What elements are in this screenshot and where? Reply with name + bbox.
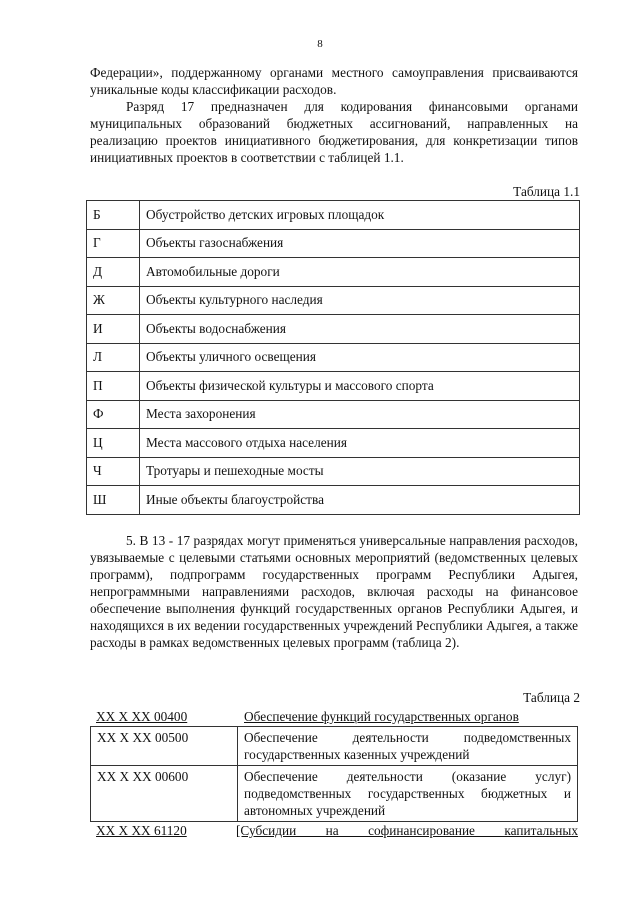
table-2 — [90, 708, 578, 840]
table-row — [90, 708, 578, 726]
page-number: 8 — [317, 38, 323, 50]
table-row — [87, 372, 580, 401]
table-cell-desc: Объекты водоснабжения — [140, 315, 580, 344]
table-cell-code: Ж — [87, 286, 140, 315]
table-cell-code: П — [87, 372, 140, 401]
table-cell-desc: Автомобильные дороги — [140, 258, 580, 287]
table-cell-code: XX X XX 61120 — [96, 823, 187, 838]
table-cell-code: Ш — [87, 486, 140, 515]
table-row — [87, 429, 580, 458]
table-cell-code: XX X XX 00400 — [96, 709, 188, 724]
paragraph-intro-1: Федерации», поддержанному органами местного самоуправления присваиваются уникальные коды классификации расходов. — [90, 65, 578, 97]
table-row — [87, 201, 580, 230]
table-row — [87, 486, 580, 515]
table-row — [87, 400, 580, 429]
table-cell-code: XX X XX 00600 — [91, 766, 238, 822]
table-row — [87, 258, 580, 287]
paragraph-section-5: 5. В 13 - 17 разрядах могут применяться универсальные направления расходов, увязываемые с целевыми статьями основных мероприятий (ведомственных целевых программ), подпрограмм государственных программ Республики Адыгея, непрограммными направлениями расходов, включая расходы на финансовое обеспечение выполнения функций государственных органов Республики Адыгея, и находящихся в их ведении государственных учреждений Республики Адыгея, а также расходы в рамках ведомственных целевых программ (таблица 2). — [90, 533, 578, 650]
table-cell-code: Б — [87, 201, 140, 230]
table-row — [87, 343, 580, 372]
table-cell-desc: Объекты культурного наследия — [140, 286, 580, 315]
table-row — [91, 766, 578, 822]
table-row — [87, 286, 580, 315]
table-cell-code: Ц — [87, 429, 140, 458]
table-cell-code: Л — [87, 343, 140, 372]
table-cell-desc: Иные объекты благоустройства — [140, 486, 580, 515]
table-cell-desc: [Субсидии на софинансирование капитальных — [236, 823, 578, 838]
table-row — [90, 822, 578, 840]
table-cell-desc: Места массового отдыха населения — [140, 429, 580, 458]
table-cell-code: Ч — [87, 457, 140, 486]
table-cell-desc: Места захоронения — [140, 400, 580, 429]
table-cell-code: Д — [87, 258, 140, 287]
table-1-1 — [86, 200, 580, 515]
table-row — [87, 315, 580, 344]
table-cell-desc: Объекты уличного освещения — [140, 343, 580, 372]
table-cell-desc: Тротуары и пешеходные мосты — [140, 457, 580, 486]
table-cell-code: XX X XX 00500 — [91, 727, 238, 766]
table-row — [91, 727, 578, 766]
table-cell-code: И — [87, 315, 140, 344]
table-cell-desc: Обеспечение деятельности подведомственных государственных казенных учреждений — [238, 727, 578, 766]
table-cell-code: Г — [87, 229, 140, 258]
table-cell-desc: Обеспечение функций государственных органов — [244, 709, 519, 724]
table-row — [87, 229, 580, 258]
table-2-body — [90, 726, 578, 822]
table-cell-code: Ф — [87, 400, 140, 429]
table-cell-desc: Обеспечение деятельности (оказание услуг) подведомственных государственных бюджетных и автономных учреждений — [238, 766, 578, 822]
table-row — [87, 457, 580, 486]
table-1-1-caption: Таблица 1.1 — [513, 184, 580, 199]
table-cell-desc: Объекты газоснабжения — [140, 229, 580, 258]
table-2-caption: Таблица 2 — [523, 690, 580, 705]
table-cell-desc: Обустройство детских игровых площадок — [140, 201, 580, 230]
table-cell-desc: Объекты физической культуры и массового спорта — [140, 372, 580, 401]
paragraph-intro-2: Разряд 17 предназначен для кодирования финансовыми органами муниципальных образований бюджетных ассигнований, направленных на реализацию проектов инициативного бюджетирования, для конкретизации типов инициативных проектов в соответствии с таблицей 1.1. — [90, 99, 578, 165]
